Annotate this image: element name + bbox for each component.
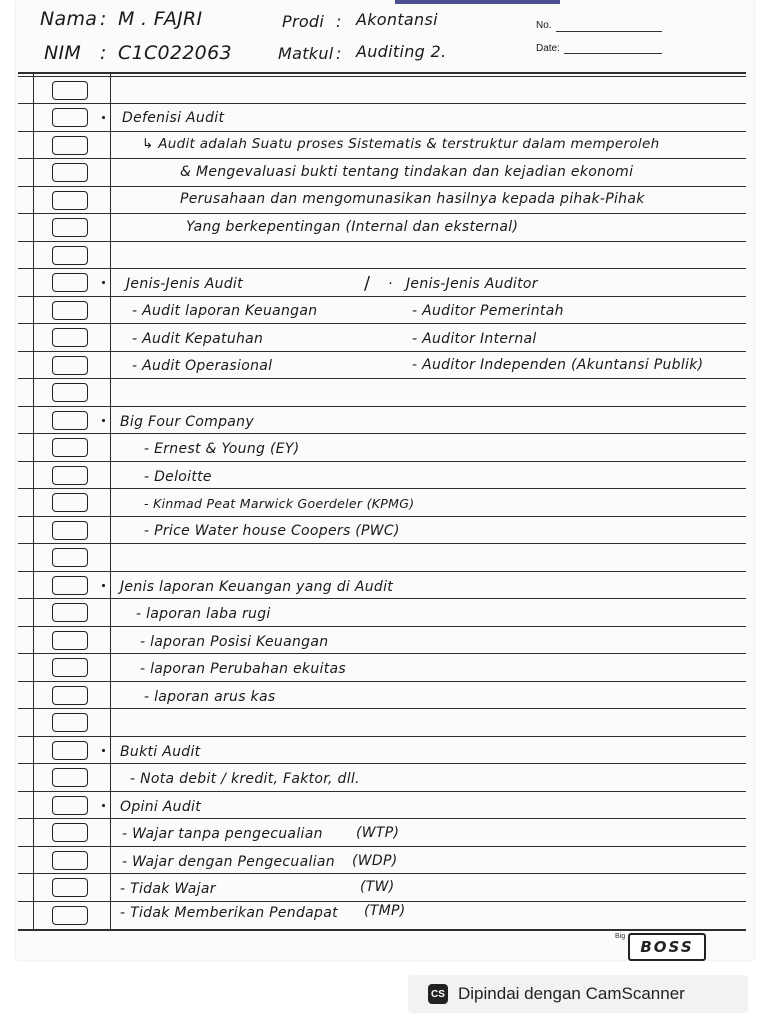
- defenisi-line: & Mengevaluasi bukti tentang tindakan dan kejadian ekonomi: [180, 164, 634, 180]
- section-title-jenis-audit: Jenis-Jenis Audit: [126, 276, 243, 292]
- laporan-item: - laporan laba rugi: [136, 606, 271, 622]
- no-label: No.: [536, 20, 552, 31]
- opini-code: (TW): [360, 879, 395, 895]
- content-margin-line: [110, 72, 111, 930]
- audit-item: - Audit laporan Keuangan: [132, 303, 318, 319]
- top-double-rule: [18, 72, 746, 74]
- ruled-line: [18, 543, 746, 544]
- row-checkbox[interactable]: [52, 768, 88, 787]
- audit-item: - Audit Operasional: [132, 358, 273, 374]
- matkul-value: Auditing 2.: [356, 42, 447, 61]
- ruled-line: [18, 241, 746, 242]
- row-checkbox[interactable]: [52, 686, 88, 705]
- ruled-line: [18, 433, 746, 434]
- defenisi-line: ↳ Audit adalah Suatu proses Sistematis & terstruktur dalam memperoleh: [142, 136, 660, 152]
- ruled-line: [18, 213, 746, 214]
- section-title-big-four: Big Four Company: [120, 414, 254, 430]
- opini-item: - Wajar dengan Pengecualian: [122, 854, 335, 870]
- row-checkbox[interactable]: [52, 906, 88, 925]
- row-checkbox[interactable]: [52, 823, 88, 842]
- row-checkbox[interactable]: [52, 548, 88, 567]
- camscanner-icon: CS: [428, 984, 448, 1004]
- bukti-item: - Nota debit / kredit, Faktor, dll.: [130, 771, 360, 787]
- nim-label: NIM: [44, 42, 82, 64]
- column-divider-slash: /: [364, 273, 371, 294]
- row-checkbox[interactable]: [52, 658, 88, 677]
- row-checkbox[interactable]: [52, 603, 88, 622]
- bottom-rule: [18, 929, 746, 931]
- bullet-dot: [102, 584, 105, 587]
- scan-edge-strip: [395, 0, 560, 4]
- ruled-line: [18, 461, 746, 462]
- ruled-line: [18, 846, 746, 847]
- opini-code: (WTP): [356, 825, 400, 841]
- bullet-dot: [102, 419, 105, 422]
- matkul-colon: :: [336, 44, 342, 63]
- date-label: Date:: [536, 43, 560, 54]
- ruled-line: [18, 323, 746, 324]
- ruled-line: [18, 488, 746, 489]
- row-checkbox[interactable]: [52, 108, 88, 127]
- laporan-item: - laporan arus kas: [144, 689, 276, 705]
- bullet-dot: [102, 116, 105, 119]
- matkul-label: Matkul: [278, 44, 334, 63]
- section-title-laporan: Jenis laporan Keuangan yang di Audit: [120, 579, 394, 595]
- ruled-line: [18, 873, 746, 874]
- opini-code: (TMP): [364, 903, 406, 919]
- ruled-line: [18, 76, 746, 77]
- section-title-bukti: Bukti Audit: [120, 744, 201, 760]
- ruled-line: [18, 791, 746, 792]
- row-checkbox[interactable]: [52, 328, 88, 347]
- row-checkbox[interactable]: [52, 191, 88, 210]
- opini-item: - Tidak Wajar: [120, 881, 216, 897]
- bullet-dot: [102, 804, 105, 807]
- ruled-line: [18, 598, 746, 599]
- no-fill-line: [556, 31, 662, 32]
- ruled-line: [18, 186, 746, 187]
- ruled-line: [18, 268, 746, 269]
- audit-item: - Audit Kepatuhan: [132, 331, 264, 347]
- row-checkbox[interactable]: [52, 878, 88, 897]
- ruled-line: [18, 158, 746, 159]
- row-checkbox[interactable]: [52, 631, 88, 650]
- ruled-line: [18, 131, 746, 132]
- nama-value: M . FAJRI: [118, 8, 203, 30]
- opini-item: - Wajar tanpa pengecualian: [122, 826, 323, 842]
- prodi-value: Akontansi: [356, 10, 438, 29]
- section-title-jenis-auditor: ·: [388, 276, 393, 292]
- row-checkbox[interactable]: [52, 163, 88, 182]
- ruled-line: [18, 901, 746, 902]
- row-checkbox[interactable]: [52, 136, 88, 155]
- row-checkbox[interactable]: [52, 383, 88, 402]
- nama-label: Nama: [40, 8, 98, 30]
- row-checkbox[interactable]: [52, 741, 88, 760]
- opini-item: - Tidak Memberikan Pendapat: [120, 905, 338, 921]
- row-checkbox[interactable]: [52, 356, 88, 375]
- ruled-line: [18, 378, 746, 379]
- nim-value: C1C022063: [118, 42, 232, 64]
- row-checkbox[interactable]: [52, 246, 88, 265]
- row-checkbox[interactable]: [52, 796, 88, 815]
- ruled-line: [18, 626, 746, 627]
- ruled-line: [18, 406, 746, 407]
- row-checkbox[interactable]: [52, 521, 88, 540]
- big-four-item: - Ernest & Young (EY): [144, 441, 300, 457]
- big-four-item: - Price Water house Coopers (PWC): [144, 523, 400, 539]
- ruled-line: [18, 351, 746, 352]
- defenisi-line: Perusahaan dan mengomunasikan hasilnya kepada pihak-Pihak: [180, 191, 645, 207]
- row-checkbox[interactable]: [52, 438, 88, 457]
- ruled-line: [18, 708, 746, 709]
- auditor-item: - Auditor Independen (Akuntansi Publik): [412, 357, 704, 373]
- brand-logo-prefix: Big: [615, 933, 626, 940]
- row-checkbox[interactable]: [52, 411, 88, 430]
- ruled-line: [18, 103, 746, 104]
- ruled-line: [18, 736, 746, 737]
- bullet-dot: [102, 281, 105, 284]
- defenisi-line: Yang berkepentingan (Internal dan eksternal): [186, 219, 519, 235]
- section-title-defenisi: Defenisi Audit: [122, 110, 225, 126]
- prodi-colon: :: [336, 12, 342, 31]
- big-four-item: - Deloitte: [144, 469, 212, 485]
- brand-logo: BOSS: [628, 933, 706, 961]
- row-checkbox[interactable]: [52, 301, 88, 320]
- prodi-label: Prodi: [282, 12, 325, 31]
- laporan-item: - laporan Perubahan ekuitas: [140, 661, 346, 677]
- big-four-item: - Kinmad Peat Marwick Goerdeler (KPMG): [144, 496, 415, 511]
- auditor-item: - Auditor Pemerintah: [412, 303, 564, 319]
- ruled-line: [18, 571, 746, 572]
- ruled-line: [18, 296, 746, 297]
- bullet-dot: [102, 749, 105, 752]
- row-checkbox[interactable]: [52, 81, 88, 100]
- nim-colon: :: [100, 42, 107, 64]
- ruled-line: [18, 516, 746, 517]
- ruled-line: [18, 763, 746, 764]
- camscanner-watermark: [408, 975, 748, 1013]
- row-checkbox[interactable]: [52, 713, 88, 732]
- nama-colon: :: [100, 8, 107, 30]
- camscanner-text: Dipindai dengan CamScanner: [458, 984, 685, 1003]
- row-checkbox[interactable]: [52, 493, 88, 512]
- ruled-line: [18, 681, 746, 682]
- left-margin-line: [33, 72, 34, 930]
- row-checkbox[interactable]: [52, 273, 88, 292]
- row-checkbox[interactable]: [52, 218, 88, 237]
- laporan-item: - laporan Posisi Keuangan: [140, 634, 329, 650]
- date-fill-line: [564, 53, 662, 54]
- ruled-line: [18, 818, 746, 819]
- section-title-opini: Opini Audit: [120, 799, 202, 815]
- row-checkbox[interactable]: [52, 851, 88, 870]
- row-checkbox[interactable]: [52, 576, 88, 595]
- row-checkbox[interactable]: [52, 466, 88, 485]
- ruled-line: [18, 653, 746, 654]
- auditor-item: - Auditor Internal: [412, 331, 537, 347]
- opini-code: (WDP): [352, 853, 398, 869]
- section-title-jenis-auditor-text: Jenis-Jenis Auditor: [406, 276, 538, 292]
